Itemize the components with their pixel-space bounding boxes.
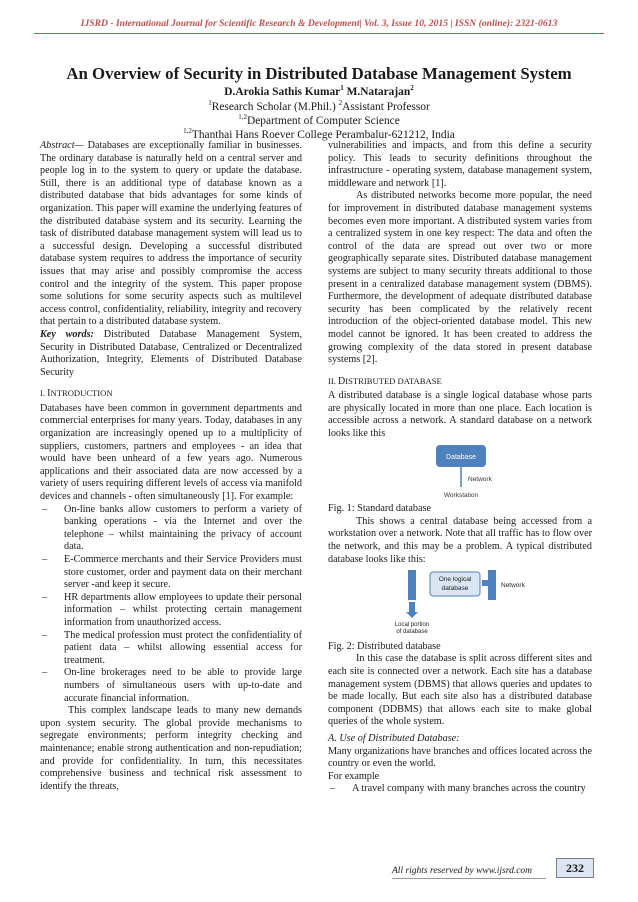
- local-portion-label-2: of database: [396, 629, 428, 636]
- database-label: Database: [446, 453, 476, 461]
- site-box-1: [408, 570, 416, 600]
- for-example-label: For example: [328, 770, 380, 782]
- figure-2-caption: Fig. 2: Distributed database: [328, 640, 441, 652]
- subsection-a-paragraph: Many organizations have branches and offices located across the country or even the world.: [328, 745, 592, 770]
- figure-1-caption: Fig. 1: Standard database: [328, 503, 431, 515]
- abstract: Abstract— Databases are exceptionally familiar in businesses. The ordinary database is naturally held on a central server and people log in to the system to query or update the database. Still, there is an additional type of database known as a distributed database that bids advantages for some kinds of organization. This paper will examine the underlying features of the distributed database system and its security. Learning the task of distributed database management system will lead us to a successful design. Developing a successful distributed database system requires to address the importance of security issues that may arise and possibly compromise the access control and the integrity of the system. This paper propose some solutions for some security aspects such as multilevel access control, confidentiality, reliability, integrity and recovery that pertain to a distributed database system.: [40, 140, 302, 328]
- journal-header: IJSRD - International Journal for Scientific Research & Development| Vol. 3, Issue 10, 2015 | ISSN (online): 2321-0613: [80, 18, 558, 29]
- keywords: Key words: Distributed Database Management System, Security in Distributed Database, Centralized or Decentralized Authorization, Integrity, Elements of Distributed Database Security: [40, 328, 302, 378]
- list-item: – On-line brokerages need to be able to provide large numbers of simultaneous users with up-to-date and accurate financial information.: [64, 667, 302, 705]
- site-box-2: [488, 570, 496, 600]
- figure-1: [328, 441, 592, 504]
- college-line: $^{1,2}$Thanthai Hans Roever College Perambalur-621212, India: [183, 127, 455, 141]
- affiliation-line: $^1$Research Scholar (M.Phil.) $^2$Assistant Professor: [208, 99, 430, 113]
- intro-paragraph-1: Databases have been common in government departments and commercial enterprises for many years. Today, databases in any organization are increasingly opened up to a multiplicity of suppliers, customers, partners and employees - an idea that would have been unheard of a few years ago. Numerous applications and their associated data are now accessed by a variety of users requiring different levels of access via manifold devices and channels - often simultaneously [1]. For example:: [40, 402, 302, 503]
- list-item: – The medical profession must protect the confidentiality of patient data – whilst allowing essential access for treatment.: [64, 630, 302, 668]
- list-item: – A travel company with many branches across the country: [352, 783, 592, 796]
- figure-2-paragraph: In this case the database is split across different sites and each site is connected over a network. Each site has a database management system (DBMS) that allows queries and updates to be made locally. But each site also has a distributed database component (DDBMS) that allows each site to make global queries of the whole system.: [328, 653, 592, 728]
- list-item: – On-line banks allow customers to perform a variety of banking operations - via the Internet and over the telephone – whilst maintaining the privacy of account data.: [64, 504, 302, 554]
- footer-rule: [392, 878, 546, 879]
- example-list: [40, 504, 302, 706]
- distributed-database-diagram: [328, 566, 592, 636]
- list-item: – HR departments allow employees to update their personal information – whilst protecting certain management information from unauthorized access.: [64, 592, 302, 630]
- standard-database-diagram: [328, 441, 592, 499]
- figure-1-paragraph: This shows a central database being accessed from a workstation over a network. Note that all traffic has to flow over the network, and this may be a problem. A typical distributed database looks like this:: [328, 515, 592, 565]
- author-2: M.Natarajan: [346, 85, 411, 98]
- section-1-heading: I. INTRODUCTION: [40, 388, 113, 400]
- list-item: – E-Commerce merchants and their Service Providers must store customer, order and payment data on their merchant server -and keep it secure.: [64, 554, 302, 592]
- network-label: Network: [501, 582, 525, 590]
- right-column: [328, 140, 592, 796]
- header-rule: [34, 33, 604, 34]
- department-line: $^{1,2}$Department of Computer Science: [238, 113, 400, 127]
- paper-title: An Overview of Security in Distributed Database Management System: [66, 64, 572, 83]
- footer-text: All rights reserved by www.ijsrd.com: [392, 866, 533, 876]
- left-column: [40, 140, 302, 793]
- subsection-a-list: [328, 783, 592, 796]
- arrow-down: [406, 602, 418, 618]
- network-label: Network: [468, 475, 492, 483]
- author-line: D.Arokia Sathis Kumar$^1$ M.Natarajan$^2$: [224, 84, 414, 98]
- workstation-label: Workstation: [443, 491, 479, 499]
- section-2-paragraph: A distributed database is a single logical database whose parts are physically located in more than one place. Each location is accessible across a network. A standard database on a network looks like this: [328, 390, 592, 440]
- author-1: D.Arokia Sathis Kumar: [224, 85, 341, 98]
- logical-db-label-1: One logical: [438, 576, 472, 584]
- right-paragraph-2: As distributed networks become more popular, the need for improvement in distributed database management systems becomes even more important. A distributed system varies from a centralized system in one key respect: The data and often the control of the data are spread out over two or more geographically separate sites. Distributed database management systems are subject to many security threats additional to those present in a centralized database management system (DBMS). Furthermore, the development of adequate distributed database security has been complicated by the relatively recent introduction of the object-oriented database model. This new model cannot be ignored. It has been created to address the growing complexity of the data stored in present database systems [2].: [328, 190, 592, 366]
- intro-paragraph-2: This complex landscape leads to many new demands upon system security. The global provide mechanisms to segregate environments; perform integrity checking and maintenance; enable strong authentication and non-repudiation; and provide for confidentiality. In turn, this necessitates comprehensive business and technical risk assessment to identify the threats,: [40, 705, 302, 792]
- page-number: 232: [556, 858, 594, 878]
- site-link[interactable]: www.ijsrd.com: [476, 866, 533, 876]
- figure-2: [328, 566, 592, 641]
- section-2-heading: II. DISTRIBUTED DATABASE: [328, 375, 442, 387]
- logical-db-label-2: database: [441, 585, 469, 593]
- local-portion-label-1: Local portion: [394, 622, 430, 629]
- right-paragraph-1: vulnerabilities and impacts, and from this define a security policy. This leads to security definitions throughout the infrastructure - operating system, database management system, middleware and network [1].: [328, 140, 592, 189]
- subsection-a-heading: A. Use of Distributed Database:: [328, 732, 460, 744]
